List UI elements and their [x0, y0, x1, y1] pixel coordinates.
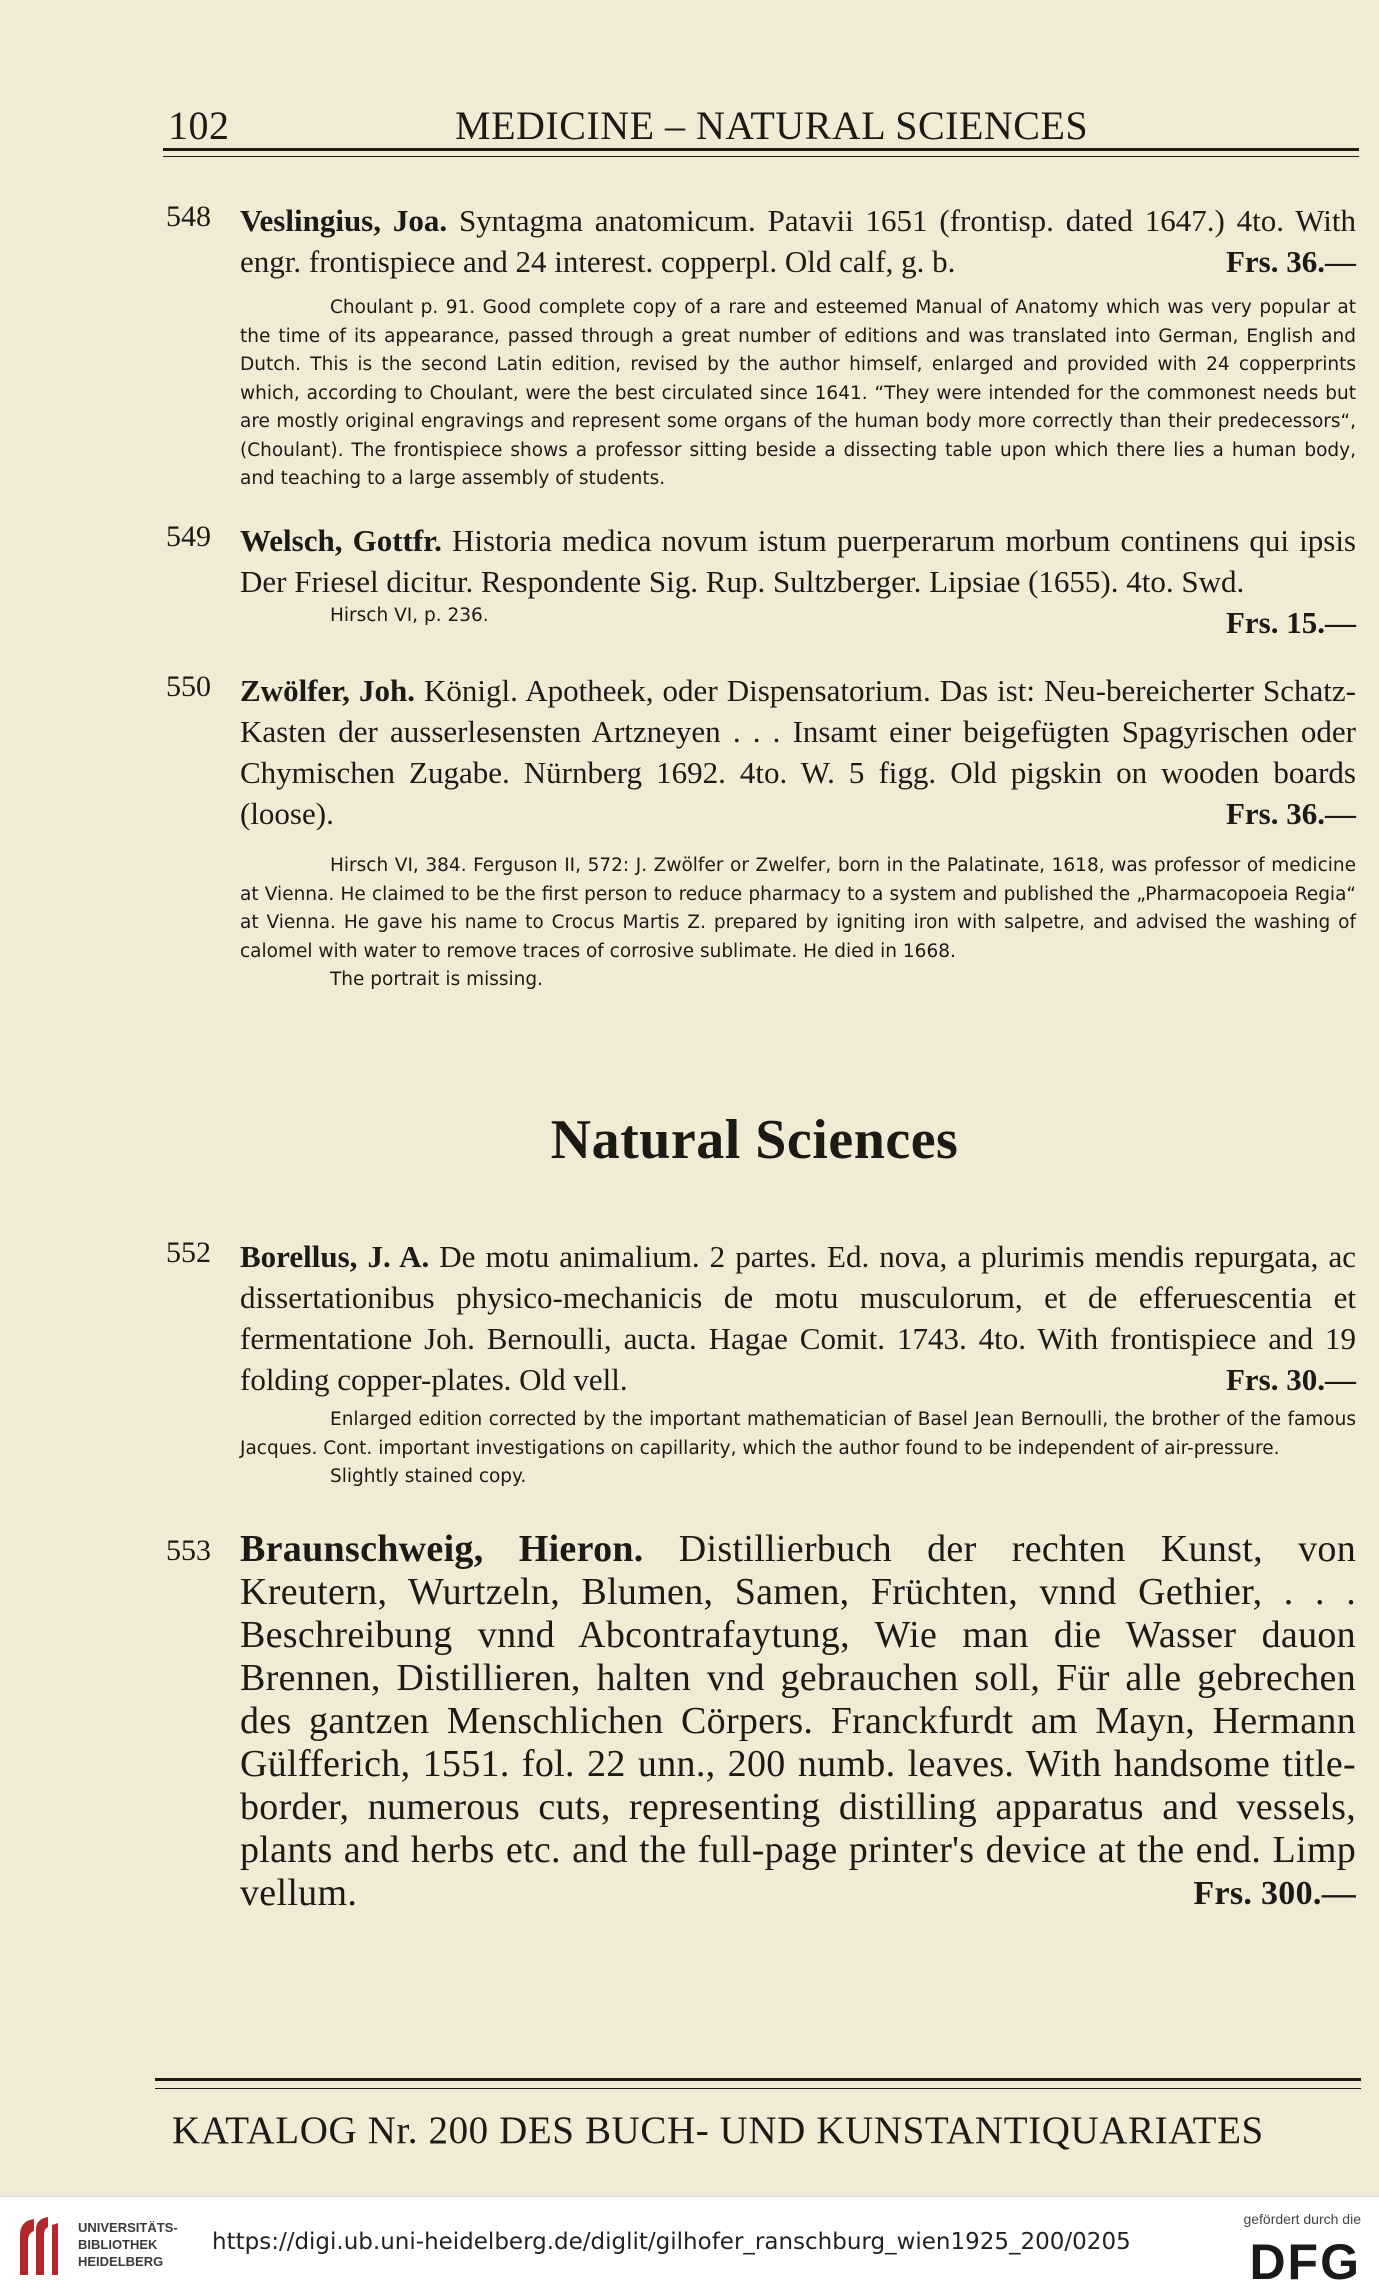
- entry-description: [240, 200, 1356, 282]
- page-title: MEDICINE – NATURAL SCIENCES: [455, 103, 1089, 148]
- entry-text: Historia medica novum istum puerperarum morbum continens qui ipsis Der Friesel dicitur. Respondente Sig. Rup. Sultzberger. Lipsiae (1655). 4to. Swd.: [240, 523, 1356, 599]
- catalog-entry-549: [168, 520, 1356, 643]
- section-heading: Natural Sciences: [550, 1109, 959, 1171]
- digitization-banner: [0, 2196, 1379, 2294]
- footer-rule: [155, 2078, 1361, 2081]
- entry-author: Borellus, J. A.: [240, 1239, 430, 1274]
- entry-number: 549: [166, 520, 211, 553]
- entry-number: 548: [166, 200, 211, 233]
- catalog-entry-548: [168, 200, 1356, 494]
- permalink-url[interactable]: https://digi.ub.uni-heidelberg.de/diglit/gilhofer_ranschburg_wien1925_200/0205: [212, 2229, 1131, 2255]
- entry-author: Veslingius, Joa.: [240, 203, 448, 238]
- header-rule: [163, 148, 1359, 151]
- entry-note: Enlarged edition corrected by the important mathematician of Basel Jean Bernoulli, the brother of the famous Jacques. Cont. important investigations on capillarity, which the author found to be independent of air-pressure. Slightly stained copy.: [240, 1409, 1356, 1487]
- entry-number: 550: [166, 670, 211, 703]
- entry-price: Frs. 36.—: [1225, 244, 1356, 279]
- entry-text: Distillierbuch der rechten Kunst, von Kreutern, Wurtzeln, Blumen, Samen, Früchten, vnnd Gethier, . . . Beschreibung vnnd Abcontrafaytung, Wie man die Wasser dauon Brennen, Distillieren, halten vnd gebrauchen soll, Für alle gebrechen des gantzen Menschlichen Cörpers. Franckfurdt am Mayn, Hermann Gülfferich, 1551. fol. 22 unn., 200 numb. leaves. With handsome title-border, numerous cuts, representing distilling apparatus and vessels, plants and herbs etc. and the full-page printer's device at the end. Limp vellum.: [240, 1528, 1356, 1914]
- dfg-logo: DFG: [1249, 2234, 1361, 2290]
- entry-note: Choulant p. 91. Good complete copy of a rare and esteemed Manual of Anatomy which was very popular at the time of its appearance, passed through a great number of editions and was translated into German, English and Dutch. This is the second Latin edition, revised by the author himself, enlarged and provided with 24 copperprints which, according to Choulant, were the best circulated since 1641. “They were intended for the commonest needs but are mostly original engravings and represent some organs of the human body more correctly than their predecessors“, (Choulant). The frontispiece shows a professor sitting beside a dissecting table upon which there lies a human body, and teaching to a large assembly of students.: [240, 297, 1356, 489]
- entry-price: Frs. 15.—: [1225, 605, 1356, 640]
- entry-note: Hirsch VI, 384. Ferguson II, 572: J. Zwölfer or Zwelfer, born in the Palatinate, 1618, was professor of medicine at Vienna. He claimed to be the first person to reduce pharmacy to a system and published the „Pharmacopoeia Regia“ at Vienna. He gave his name to Crocus Martis Z. prepared by igniting iron with salpetre, and advised the washing of calomel with water to remove traces of corrosive sublimate. He died in 1668. The portrait is missing.: [240, 855, 1356, 990]
- page-number: 102: [168, 103, 230, 148]
- entry-price: Frs. 300.—: [1193, 1875, 1356, 1912]
- funded-by-label: gefördert durch die: [1243, 2211, 1361, 2227]
- footer-rule-thin: [155, 2088, 1361, 2089]
- catalog-footer: KATALOG Nr. 200 DES BUCH- UND KUNSTANTIQUARIATES: [172, 2109, 1264, 2152]
- entry-price: Frs. 30.—: [1225, 1362, 1356, 1397]
- entry-text: Syntagma anatomicum. Patavii 1651 (frontisp. dated 1647.) 4to. With engr. frontispiece and 24 interest. copperpl. Old calf, g. b.: [240, 203, 1356, 279]
- entry-number: 552: [166, 1236, 211, 1269]
- entry-text: De motu animalium. 2 partes. Ed. nova, a plurimis mendis repurgata, ac dissertationibus physico-mechanicis de motu musculorum, et de efferuescentia et fermentatione Joh. Bernoulli, aucta. Hagae Comit. 1743. 4to. With frontispiece and 19 folding copper-plates. Old vell.: [240, 1239, 1357, 1397]
- entry-description: [240, 1236, 1356, 1400]
- header-rule-thin: [163, 156, 1359, 157]
- entry-author: Braunschweig, Hieron.: [240, 1528, 644, 1570]
- library-name: UNIVERSITÄTS- BIBLIOTHEK HEIDELBERG: [78, 2220, 178, 2269]
- library-logo-icon: [14, 2215, 62, 2277]
- catalog-entry-550: [168, 670, 1356, 995]
- running-header: [160, 98, 1360, 148]
- entry-price: Frs. 36.—: [1225, 796, 1356, 831]
- entry-author: Zwölfer, Joh.: [240, 673, 415, 708]
- catalog-entry-553: [168, 1528, 1356, 1915]
- catalog-entry-552: [168, 1236, 1356, 1492]
- entry-note: Hirsch VI, p. 236.: [330, 605, 489, 626]
- entry-description: [240, 670, 1356, 834]
- entry-author: Welsch, Gottfr.: [240, 523, 442, 558]
- entry-text: Königl. Apotheek, oder Dispensatorium. Das ist: Neu-bereicherter Schatz-Kasten der ausserlesensten Artzneyen . . . Insamt einer beigefügten Spagyrischen oder Chymischen Zugabe. Nürnberg 1692. 4to. W. 5 figg. Old pigskin on wooden boards (loose).: [240, 673, 1356, 831]
- entry-number: 553: [166, 1534, 211, 1567]
- entry-description: [240, 1528, 1356, 1915]
